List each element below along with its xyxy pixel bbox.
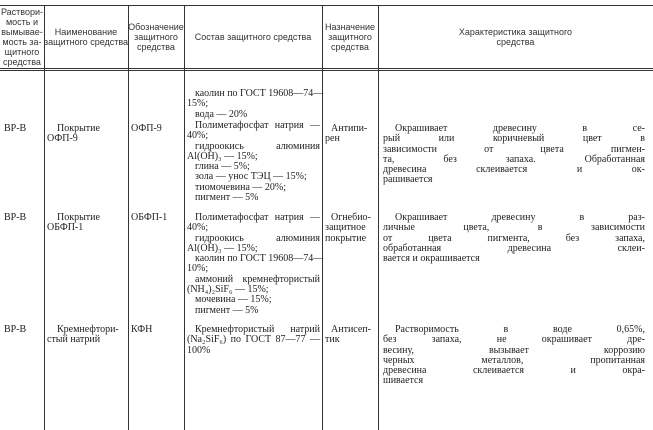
name-cell [47, 325, 126, 346]
column-header [322, 8, 378, 66]
purpose-cell [325, 325, 377, 346]
text-line: ОФП-9 [47, 133, 78, 145]
text-line: Al(OH)₃ — 15%; [187, 242, 258, 254]
text-line: Наименование [54, 27, 118, 37]
text-line: мость и [5, 17, 39, 27]
text-line: пигмент — 5% [195, 304, 259, 316]
code-cell: ОБФП-1 [131, 212, 168, 223]
column-header [0, 8, 44, 66]
text-line: зола — унос ТЭЦ — 15%; [195, 171, 307, 183]
text-line: Кремнефтори- [57, 324, 119, 335]
text-line: покрытие [325, 232, 367, 244]
header-text [44, 27, 128, 47]
header-text [195, 32, 311, 42]
text-line: средства [3, 57, 41, 67]
text-line: каолин по ГОСТ 19608—74— [195, 88, 324, 99]
text-line: мость за- [2, 37, 42, 47]
text-line: мочевина — 15%; [195, 294, 272, 306]
text-line: та, без запаха. Обработанная [383, 153, 645, 165]
description-cell [383, 325, 645, 387]
text-line: Окрашивает древесину в раз- [395, 212, 645, 223]
text-line: Покрытие [57, 212, 100, 223]
text-line: от цвета пигмента, без запаха, [383, 232, 645, 244]
text-line: Кремнефтористый натрий [195, 324, 320, 335]
text-line: Покрытие [57, 123, 100, 134]
text-line: 10%; [187, 263, 209, 275]
text-line: гидроокись алюминия [195, 140, 320, 152]
text-line: глина — 5%; [195, 161, 250, 173]
text-line: каолин по ГОСТ 19608—74— [195, 253, 324, 265]
header-bottom-rule [0, 68, 653, 69]
column-divider [322, 6, 323, 430]
text-line: средства [496, 37, 535, 47]
code-cell: КФН [131, 324, 153, 335]
header-text [325, 22, 375, 52]
text-line: вымывае- [1, 27, 43, 37]
text-line: Антисеп- [331, 324, 371, 335]
text-line: зависимости от цвета пигмен- [383, 143, 645, 155]
composition-cell [187, 121, 320, 203]
column-divider [128, 6, 129, 430]
text-line: Полиметафосфат натрия — [195, 120, 320, 131]
text-line: без запаха, не окрашивает дре- [383, 334, 645, 346]
text-line: защитного [328, 32, 372, 42]
code-cell: ОФП-9 [131, 123, 162, 134]
table-top-rule [0, 5, 653, 6]
text-line: Окрашивает древесину в се- [395, 123, 645, 134]
column-header [128, 8, 184, 66]
text-line: ОБФП-1 [47, 222, 84, 234]
text-line: Состав защитного средства [194, 32, 312, 42]
text-line: Раствори- [0, 7, 44, 17]
text-line: личные цвета, в зависимости [383, 222, 645, 234]
purpose-cell [325, 213, 377, 244]
text-line: средства [331, 42, 369, 52]
text-line: 40%; [187, 222, 209, 234]
text-line: тиомочевина — 20%; [195, 181, 287, 193]
text-line: Характеристика защитного [458, 27, 573, 37]
name-cell [47, 124, 126, 145]
text-line: средства [137, 42, 175, 52]
column-header [44, 8, 128, 66]
text-line: (Na₂SiF₆) по ГОСТ 87—77 — [187, 334, 320, 346]
column-divider [44, 6, 45, 430]
header-text [128, 22, 184, 52]
column-header [184, 8, 322, 66]
text-line: 15%; [187, 98, 209, 110]
text-line: защитное [325, 222, 366, 234]
header-text [459, 27, 572, 47]
text-line: рый или коричневый цвет в [383, 133, 645, 145]
solubility-cell: ВР-В [4, 123, 27, 134]
text-line: гидроокись алюминия [195, 232, 320, 244]
solubility-cell: ВР-В [4, 212, 27, 223]
composition-cell [187, 88, 324, 120]
text-line: Огнебио- [331, 212, 371, 223]
text-line: Назначение [324, 22, 375, 32]
text-line: древесина склеивается и окра- [383, 365, 645, 377]
header-text [1, 7, 43, 67]
header-bottom-rule-2 [0, 70, 653, 71]
text-line: Полиметафосфат натрия — [195, 212, 320, 223]
purpose-cell [325, 124, 377, 145]
solubility-cell: ВР-В [4, 324, 27, 335]
text-line: защитного средства [43, 37, 129, 47]
description-cell [383, 124, 645, 186]
column-header [378, 8, 653, 66]
text-line: весину, вызывает коррозию [383, 344, 645, 356]
text-line: рен [325, 133, 340, 145]
text-line: обработанная древесина склеи- [383, 242, 645, 254]
column-divider [184, 6, 185, 430]
text-line: щитного [4, 47, 40, 57]
text-line: Антипи- [331, 123, 368, 134]
text-line: 100% [187, 344, 211, 356]
description-cell [383, 213, 645, 264]
text-line: (NH₄)₂SiF₆ — 15%; [187, 284, 269, 296]
text-line: аммоний кремнефтористый [195, 273, 320, 285]
text-line: стый натрий [47, 334, 101, 346]
column-divider [378, 6, 379, 430]
name-cell [47, 213, 126, 234]
text-line: Обозначение [128, 22, 184, 32]
text-line: 40%; [187, 130, 209, 142]
text-line: вода — 20% [195, 108, 248, 120]
text-line: вается и окрашивается [383, 253, 480, 265]
text-line: рашивается [383, 174, 433, 186]
text-line: защитного [134, 32, 178, 42]
text-line: пигмент — 5% [195, 192, 259, 204]
text-line: шивается [383, 375, 424, 387]
text-line: Al(OH)₃ — 15%; [187, 150, 258, 162]
composition-cell [187, 212, 324, 316]
text-line: древесина склеивается и ок- [383, 164, 645, 176]
text-line: черных металлов, пропитанная [383, 354, 645, 366]
composition-cell [187, 325, 320, 356]
text-line: тик [325, 334, 340, 346]
text-line: Растворимость в воде 0,65%, [395, 324, 645, 335]
